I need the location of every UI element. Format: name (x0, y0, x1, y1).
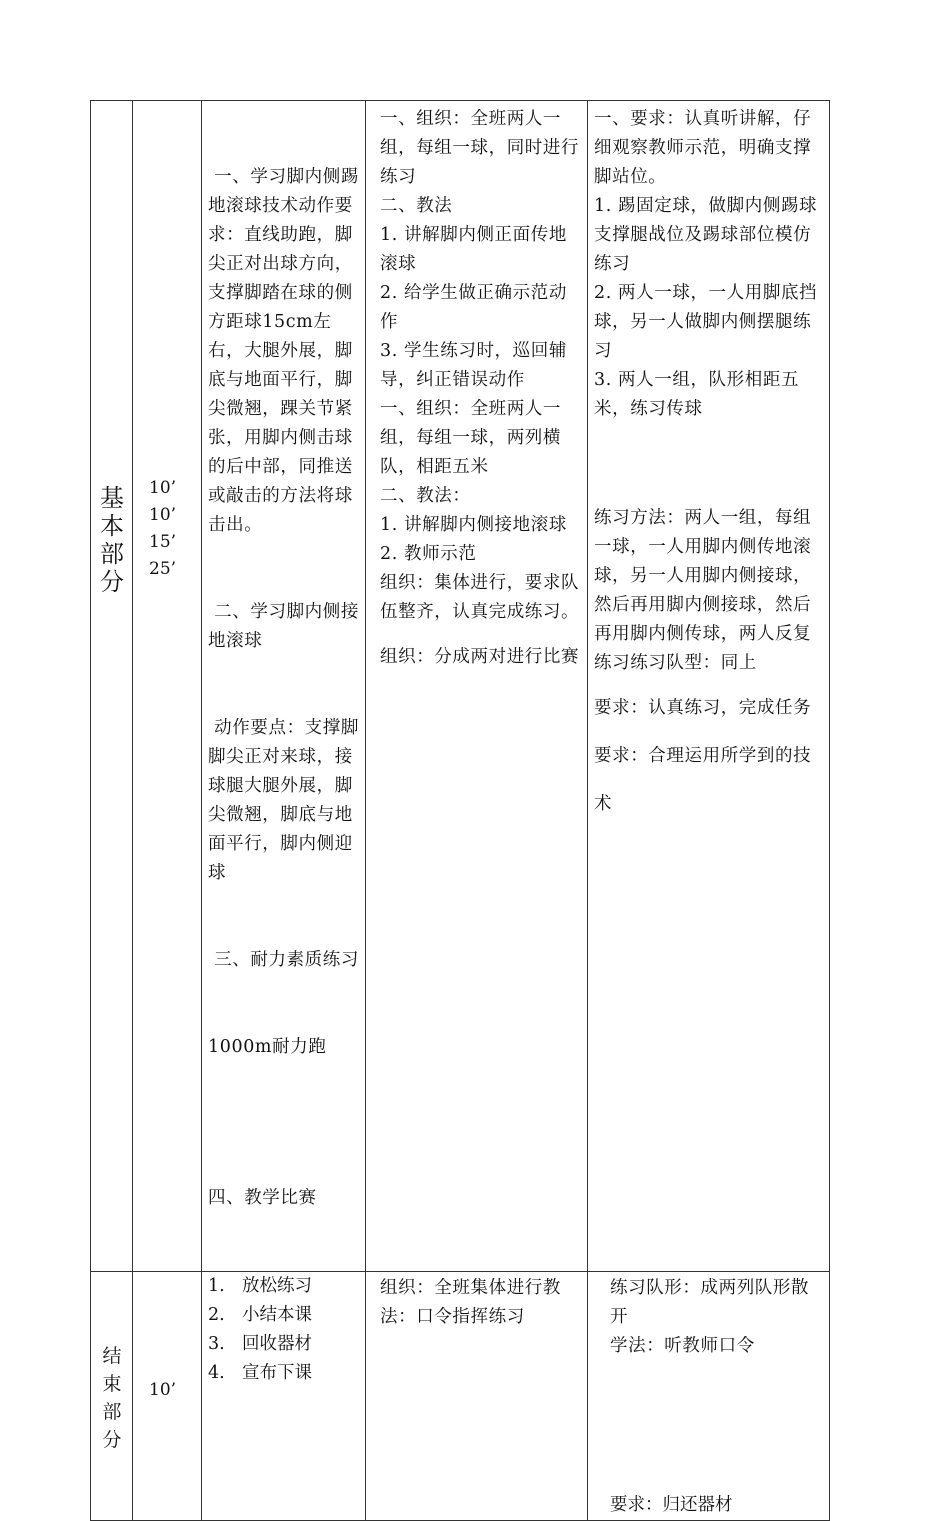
study-method-paragraph: 学法：听教师口令 (610, 1336, 755, 1356)
requirement-paragraph: 一、要求：认真听讲解，仔细观察教师示范，明确支撑脚站位。 (594, 109, 812, 187)
content-paragraph: 二、学习脚内侧接地滚球 (208, 602, 359, 651)
organization-paragraph: 组织：全班集体进行教法：口令指挥练习 (380, 1278, 561, 1327)
end-section-requirements-cell (588, 1272, 830, 1521)
basic-section-requirements-cell (588, 101, 830, 1272)
requirement-paragraph: 1. 踢固定球，做脚内侧踢球支撑腿战位及踢球部位模仿练习 (594, 196, 818, 274)
organization-paragraph: 一、组织：全班两人一组，每组一球，同时进行练习 (380, 109, 580, 187)
end-section-time-cell (133, 1272, 202, 1521)
content-paragraph: 三、耐力素质练习 (208, 950, 359, 970)
end-section-list (208, 1272, 359, 1388)
requirement-paragraph: 要求：认真练习，完成任务 (594, 698, 812, 718)
lesson-plan-table (90, 100, 830, 1521)
title-char: 基 (100, 484, 124, 512)
formation-paragraph: 练习队形：成两列队形散开 (610, 1278, 810, 1327)
organization-paragraph: 1. 讲解脚内侧接地滚球 (380, 515, 567, 535)
content-paragraph: 一、学习脚内侧踢地滚球技术动作要求：直线助跑，脚尖正对出球方向，支撑脚踏在球的侧方距球15cm左右，大腿外展，脚底与地面平行，脚尖微翘，踝关节紧张，用脚内侧击球的后中部，同推送或敲击的方法将球击出。 (208, 167, 359, 535)
title-char: 分 (100, 568, 124, 596)
organization-paragraph: 2. 教师示范 (380, 544, 477, 564)
basic-section-title-cell (91, 101, 133, 1272)
requirement-paragraph: 要求：合理运用所学到的技术 (594, 746, 812, 814)
organization-paragraph: 2. 给学生做正确示范动作 (380, 283, 567, 332)
time-value: 10’ (149, 1380, 177, 1400)
end-section-row (91, 1272, 830, 1521)
basic-section-organization-cell (366, 101, 588, 1272)
end-section-organization-cell (366, 1272, 588, 1521)
requirement-paragraph: 2. 两人一球，一人用脚底挡球，另一人做脚内侧摆腿练习 (594, 283, 818, 361)
organization-paragraph: 一、组织：全班两人一组，每组一球，两列横队，相距五米 (380, 399, 561, 477)
basic-section-row (91, 101, 830, 1272)
list-item: 2. 小结本课 (208, 1305, 312, 1325)
title-char: 本 (100, 512, 124, 540)
organization-paragraph: 二、教法： (380, 486, 471, 506)
requirement-paragraph: 3. 两人一组，队形相距五米，练习传球 (594, 370, 800, 419)
organization-paragraph: 3. 学生练习时，巡回辅导，纠正错误动作 (380, 341, 567, 390)
list-item: 1. 放松练习 (208, 1276, 312, 1296)
organization-paragraph: 组织：集体进行，要求队伍整齐，认真完成练习。 (380, 573, 580, 622)
time-value: 15’ (149, 532, 177, 552)
list-item: 4. 宣布下课 (208, 1363, 312, 1383)
organization-paragraph: 二、教法 (380, 196, 453, 216)
end-section-title-cell (91, 1272, 133, 1521)
content-paragraph: 1000m耐力跑 (208, 1037, 327, 1057)
basic-section-times (149, 475, 176, 583)
organization-paragraph: 1. 讲解脚内侧正面传地滚球 (380, 225, 567, 274)
content-paragraph: 动作要点：支撑脚脚尖正对来球，接球腿大腿外展，脚尖微翘，脚底与地面平行，脚内侧迎球 (208, 718, 359, 883)
title-char: 部 (102, 1401, 122, 1423)
title-char: 分 (102, 1429, 122, 1451)
time-value: 25’ (149, 559, 177, 579)
requirement-paragraph: 要求：归还器材 (610, 1495, 733, 1515)
title-char: 部 (100, 540, 124, 568)
end-section-content-cell (202, 1272, 366, 1521)
end-section-title (91, 1342, 133, 1454)
title-char: 束 (102, 1373, 122, 1395)
basic-section-content-cell (202, 101, 366, 1272)
list-item: 3. 回收器材 (208, 1334, 312, 1354)
basic-section-title (91, 484, 133, 596)
practice-method-paragraph: 练习方法：两人一组，每组一球，一人用脚内侧传地滚球，另一人用脚内侧接球，然后再用脚内侧接球，然后再用脚内侧传球，两人反复练习练习队型：同上 (594, 508, 812, 673)
time-value: 10’ (149, 505, 177, 525)
content-paragraph: 四、教学比赛 (208, 1188, 317, 1208)
time-value: 10’ (149, 478, 177, 498)
title-char: 结 (102, 1345, 122, 1367)
basic-section-time-cell (133, 101, 202, 1272)
organization-paragraph: 组织：分成两对进行比赛 (380, 647, 580, 667)
